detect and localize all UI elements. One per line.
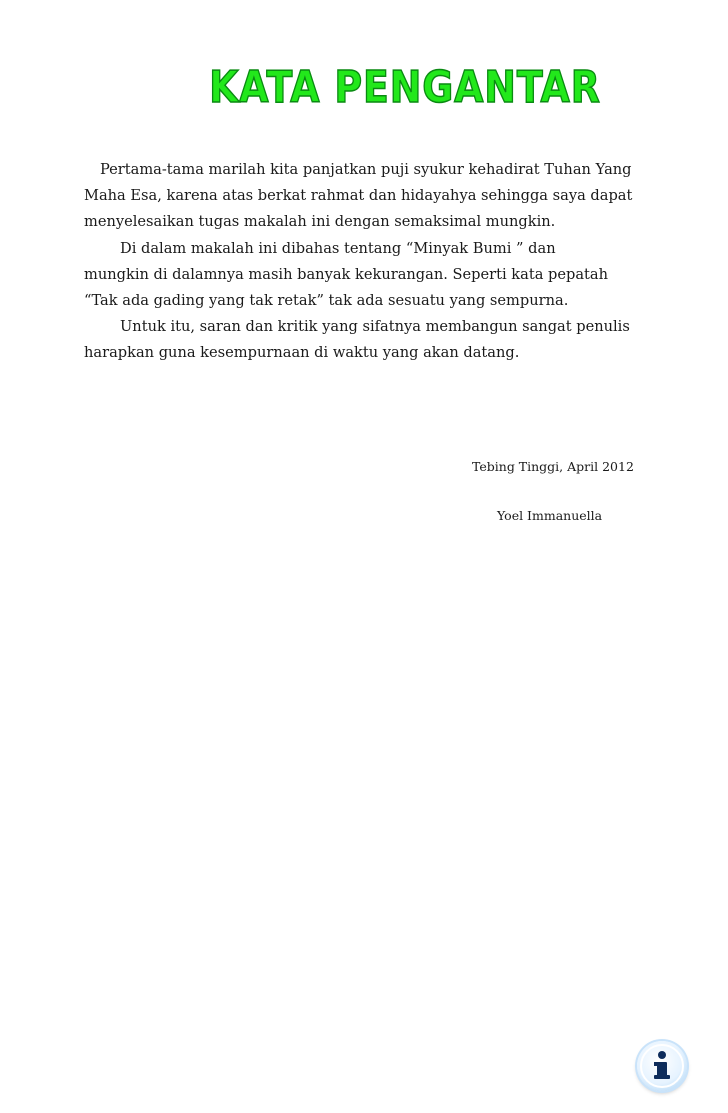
info-badge[interactable] bbox=[637, 1041, 687, 1091]
paragraph-line: harapkan guna kesempurnaan di waktu yang akan datang. bbox=[84, 344, 520, 362]
place-date: Tebing Tinggi, April 2012 bbox=[472, 459, 634, 474]
paragraph-line: “Tak ada gading yang tak retak” tak ada sesuatu yang sempurna. bbox=[84, 291, 569, 309]
paragraph-line: mungkin di dalamnya masih banyak kekurangan. Seperti kata pepatah bbox=[84, 265, 609, 283]
paragraph-line: Untuk itu, saran dan kritik yang sifatnya membangun sangat penulis bbox=[120, 318, 630, 336]
paragraph-line: Maha Esa, karena atas berkat rahmat dan hidayahya sehingga saya dapat bbox=[84, 187, 633, 205]
page-title: KATA PENGANTAR bbox=[209, 62, 601, 113]
author-signature: Yoel Immanuella bbox=[497, 508, 603, 523]
paragraph-line: menyelesaikan tugas makalah ini dengan semaksimal mungkin. bbox=[84, 213, 556, 231]
paragraph-line: Pertama-tama marilah kita panjatkan puji syukur kehadirat Tuhan Yang bbox=[100, 161, 632, 178]
preface-body bbox=[84, 157, 644, 367]
info-icon bbox=[637, 1041, 687, 1091]
paragraph-line: Di dalam makalah ini dibahas tentang “Minyak Bumi ” dan bbox=[120, 239, 556, 257]
